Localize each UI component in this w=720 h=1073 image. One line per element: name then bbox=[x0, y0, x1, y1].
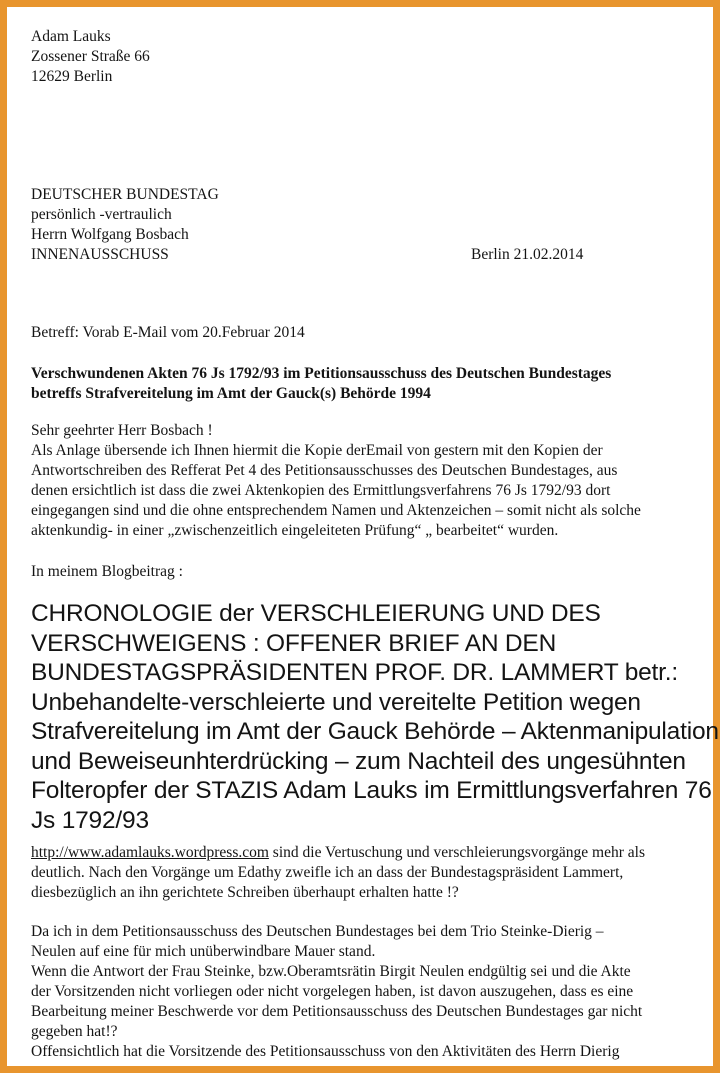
body-line: Als Anlage übersende ich Ihnen hiermit die Kopie derEmail von gestern mit den Kopien der bbox=[31, 442, 603, 459]
blog-title-line: und Beweiseunhterdrücking – zum Nachteil des ungesühnten bbox=[31, 747, 686, 775]
letter-date: Berlin 21.02.2014 bbox=[471, 246, 584, 263]
link-line bbox=[31, 843, 645, 863]
body-line: gegeben hat!? bbox=[31, 1023, 118, 1040]
closing-paragraph bbox=[31, 922, 642, 1062]
body-line: Antwortschreiben des Refferat Pet 4 des Petitionsausschusses des Deutschen Bundestages, aus bbox=[31, 462, 618, 479]
body-line: aktenkundig- in einer „zwischenzeitlich eingeleiteten Prüfung“ „ bearbeitet“ wurden. bbox=[31, 522, 559, 539]
recipient-line-4: INNENAUSSCHUSS bbox=[31, 246, 169, 263]
blog-intro: In meinem Blogbeitrag : bbox=[31, 563, 183, 580]
recipient-line-4-row bbox=[31, 245, 631, 265]
sender-name: Adam Lauks bbox=[31, 28, 111, 45]
body-line: denen ersichtlich ist dass die zwei Aktenkopien des Ermittlungsverfahrens 76 Js 1792/93 dort bbox=[31, 482, 611, 499]
body-line: Da ich in dem Petitionsausschuss des Deutschen Bundestages bei dem Trio Steinke-Dierig – bbox=[31, 923, 604, 940]
recipient-line-3: Herrn Wolfgang Bosbach bbox=[31, 226, 189, 243]
intro-paragraph bbox=[31, 421, 641, 541]
sender-address bbox=[31, 27, 150, 87]
recipient-line-2: persönlich -vertraulich bbox=[31, 206, 172, 223]
body-line: eingegangen sind und die ohne entsprechendem Namen und Aktenzeichen – somit nicht als solche bbox=[31, 502, 641, 519]
headline-line-1: Verschwundenen Akten 76 Js 1792/93 im Petitionsausschuss des Deutschen Bundestages bbox=[31, 365, 612, 382]
link-paragraph bbox=[31, 843, 645, 903]
sender-city: 12629 Berlin bbox=[31, 68, 113, 85]
body-line: der Vorsitzenden nicht vorliegen oder nicht vorgelegen haben, ist davon auszugehen, dass es eine bbox=[31, 983, 634, 1000]
recipient-address bbox=[31, 185, 631, 265]
blog-title-line: Js 1792/93 bbox=[31, 806, 149, 834]
subject-line: Betreff: Vorab E-Mail vom 20.Februar 2014 bbox=[31, 324, 305, 341]
blog-title-line: Folteropfer der STAZIS Adam Lauks im Ermittlungsverfahren 76 bbox=[31, 777, 712, 804]
recipient-line-1: DEUTSCHER BUNDESTAG bbox=[31, 186, 219, 203]
body-line: Neulen auf eine für mich unüberwindbare Mauer stand. bbox=[31, 943, 376, 960]
body-line: diesbezüglich an ihn gerichtete Schreiben überhaupt erhalten hatte !? bbox=[31, 884, 459, 901]
blog-title-line: BUNDESTAGSPRÄSIDENTEN PROF. DR. LAMMERT betr.: bbox=[31, 659, 678, 686]
subject-headline bbox=[31, 364, 611, 404]
body-line: Offensichtlich hat die Vorsitzende des Petitionsausschuss von den Aktivitäten des Herrn Dierig bbox=[31, 1043, 620, 1060]
sender-street: Zossener Straße 66 bbox=[31, 48, 150, 65]
blog-link[interactable]: http://www.adamlauks.wordpress.com bbox=[31, 844, 269, 861]
salutation: Sehr geehrter Herr Bosbach ! bbox=[31, 422, 213, 439]
body-line: deutlich. Nach den Vorgänge um Edathy zweifle ich an dass der Bundestagspräsident Lammert, bbox=[31, 864, 624, 881]
blog-title-line: VERSCHWEIGENS : OFFENER BRIEF AN DEN bbox=[31, 629, 557, 657]
blog-title-line: Unbehandelte-verschleierte und vereitelte Petition wegen bbox=[31, 688, 641, 716]
blog-title-line: CHRONOLOGIE der VERSCHLEIERUNG UND DES bbox=[31, 600, 601, 627]
blog-title-line: Strafvereitelung im Amt der Gauck Behörde – Aktenmanipulation bbox=[31, 718, 719, 745]
link-line-rest: sind die Vertuschung und verschleierungsvorgänge mehr als bbox=[268, 844, 646, 861]
headline-line-2: betreffs Strafvereitelung im Amt der Gauck(s) Behörde 1994 bbox=[31, 385, 431, 402]
body-line: Wenn die Antwort der Frau Steinke, bzw.Oberamtsrätin Birgit Neulen endgültig sei und die Akte bbox=[31, 963, 631, 980]
blog-post-title bbox=[31, 599, 719, 835]
body-line: Bearbeitung meiner Beschwerde vor dem Petitionsausschuss des Deutschen Bundestages gar nicht bbox=[31, 1003, 643, 1020]
